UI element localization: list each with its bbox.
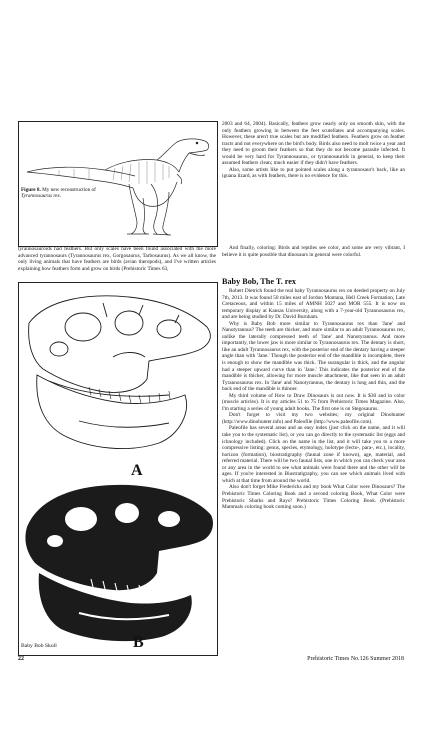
trex-reconstruction-drawing [19, 122, 217, 246]
publication-footer: Prehistoric Times No.126 Summer 2018 [307, 656, 404, 662]
paragraph-coloring: And finally, coloring: Birds and reptiles see color, and some are very vibrant, I believe it is quite possible that dinosaurs in general were colorful. [222, 245, 405, 258]
left-column-text [18, 246, 216, 282]
skull-a-teeth [89, 387, 170, 403]
figure-8-box [18, 121, 218, 247]
paragraph-websites: Don't forget to visit my two websites; my original Dinohunter (http://www.dinohunter.info) and Paleofile (http://www.paleofile.com). [222, 412, 405, 425]
skull-label-a: A [131, 462, 143, 479]
right-column-top-text [222, 121, 405, 245]
paragraph-baby-bob-comparison: Why is Baby Bob more similar to Tyrannosaurus rex than 'Jane' and Nanotyrannus? The teeth are thicker, and more similar to an adult Tyrannosaurus rex, unlike the laterally compressed teeth of 'Jane' and Nanotyrannus. And more importantly, the lower jaw is more similar to Tyrannosaurus rex. The dentary is short, like an adult Tyrannosaurus rex, with the posterior end of the dentary having a steeper angle than with 'Jane.' Though the posterior end of the mandible is incomplete, there is enough to show the mandible was thick. The surangular is thick, and the angular had a steeper upward curve than in 'Jane.' This indicates the posterior end of the mandible is thicker, allowing for more muscle attachment, like that seen in an adult Tyrannosaurus rex. In 'Jane' and Nanotyrannus, the dentary is long and thin, and the back end of the mandible is thinner. [222, 320, 405, 393]
skull-label-b: B [133, 634, 144, 651]
figure-8-caption [21, 187, 101, 200]
baby-bob-skull-figure [18, 282, 218, 656]
paragraph-baby-bob-found: Robert Dietrich found the real baby Tyrannosaurus rex on deeded property on July 7th, 2013. It was found 50 miles east of Jordon Montana, Hell Creek Formation, Late Cretaceous, and within 15 miles of AMNH 5027 and MOR 555. It is now on temporary display at Kansas University, along with a 7-year-old Tyrannosaurus rex, and are being studied by Dr. David Burnham. [222, 288, 405, 321]
paragraph-paleofile: Paleofile has several areas and an easy index (just click on the name, and it will take you to the systematic list), or you can go directly to the systematic list (eggs and ichnology included). Click on the name in the list, and it will take you to a more compressive listing: genus, species, etymology, holotype (lecto-, para-, etc.), locality, horizon (formation), biostratigraphy (faunal zone if known), age, material, and referred material. There will be two faunal lists, one in which you can check your area or any area in the world to see what animals were found there and the other will be ages. If you're interested in Biostratigraphy, you can see which animals lived with which at that time from around the world. [222, 425, 405, 484]
paragraph-how-to-draw: My third volume of How to Draw Dinosaurs is out now. It is $30 and in color (muscle articles). It is my articles 51 to 75 from Prehistoric Times Magazine. Also, I'm starting a series of young adult books. The first one is on Stegosaurus. [222, 392, 405, 412]
paragraph-scales: Also, some artists like to put pointed scales along a tyrannosaur's back, like an iguana lizard, as with feathers, there is no evidence for this. [222, 166, 405, 180]
skull-a-drawing [29, 296, 211, 449]
paragraph-feathers: 2003 and 64, 2004). Basically, feathers grow nearly only on smooth skin, with the only feathers growing in between the feet scutellates and accompanying scales. However, these aren't true scales but are modified feathers. Feathers grow on feather tracts and not everywhere on the bird's body. Birds also need to molt twice a year and they need to groom their feathers so that they do not become parasite infected. It would be very hard for Tyrannosaurus, or tyrannosaurids in general, to keep their assumed feathers clean; much easier if they didn't have feathers. [222, 121, 405, 167]
paragraph-tyrannosauroids: tyrannosauroids had feathers. But only scales have been found associated with the more advanced tyrannosaurs (Tyrannosaurus rex, Gorgosaurus, Tarbosaurus). As we all know, the only living animals that have feathers are birds (avian theropods), and I've written articles explaining how feathers form and grow on birds (Prehistoric Times 63, [18, 246, 216, 272]
section-heading: Baby Bob, The T. rex [222, 277, 297, 286]
right-column-coloring-text [222, 245, 405, 273]
right-column-main-text [222, 288, 405, 654]
figure-8-caption-species: Tyrannosaurus rex. [21, 193, 62, 200]
figure-8-caption-text: My new reconstruction of [42, 187, 96, 193]
skull-b-drawing [25, 485, 213, 641]
skull-drawings [19, 283, 217, 655]
figure-8-label: Figure 8. [21, 187, 41, 193]
page-number: 22 [18, 656, 24, 662]
skull-caption: Baby Bob Skull [21, 643, 57, 649]
paragraph-coloring-books: Also don't forget Mike Fredericks and my book What Color were Dinosaurs? The Prehistoric Times Coloring Book and a second coloring Book, What Color were Prehistoric Sharks and Rays? Prehistoric Times Coloring Book. (Prehistoric Mammals coloring book coming soon.) [222, 484, 405, 511]
